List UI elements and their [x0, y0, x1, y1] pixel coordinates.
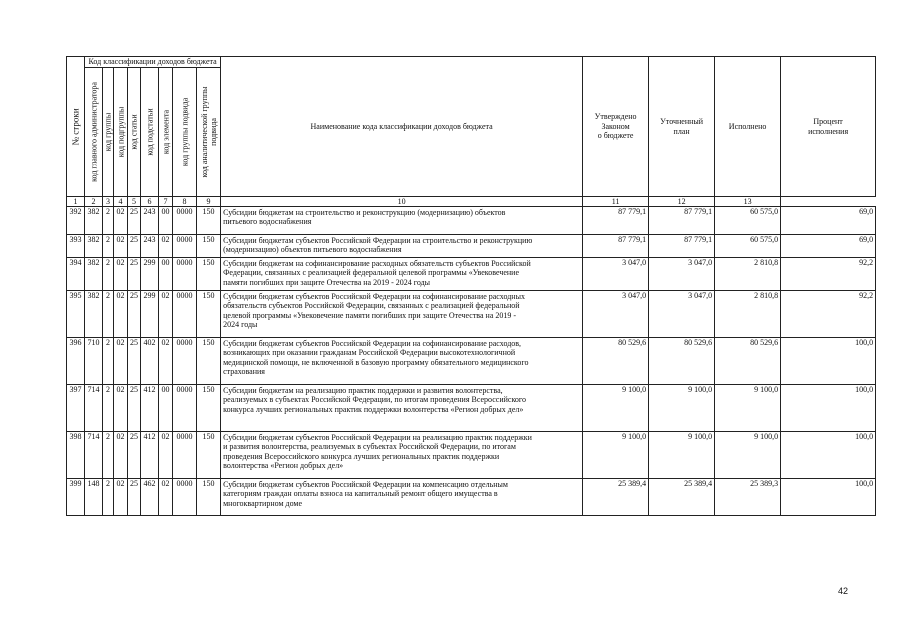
name-line: памяти погибших при защите Отечества на 2019 - 2024 годы	[223, 277, 431, 287]
analytic-group-cell: 150	[197, 291, 221, 338]
name-line: проведения Всероссийского конкурса лучших региональных практик поддержки	[223, 451, 500, 461]
subgroup-code-cell: 02	[114, 291, 128, 338]
analytic-group-cell: 150	[197, 338, 221, 385]
analytic-group-cell: 150	[197, 235, 221, 258]
subtype-group-cell: 0000	[173, 207, 197, 235]
analytic-group-cell: 150	[197, 479, 221, 516]
row-number-cell: 397	[67, 385, 85, 432]
refined-plan-cell: 9 100,0	[649, 432, 715, 479]
executed-cell: 80 529,6	[715, 338, 781, 385]
row-number-header: № строки	[67, 57, 85, 197]
refined-plan-cell: 87 779,1	[649, 207, 715, 235]
name-line: Субсидии бюджетам субъектов Российской Федерации на реализацию практик поддержки	[223, 433, 532, 442]
percent-cell: 100,0	[781, 479, 876, 516]
column-number: 12	[649, 197, 715, 207]
article-code-cell: 25	[128, 291, 141, 338]
name-line: 2024 годы	[223, 320, 258, 330]
element-code-cell: 02	[159, 235, 173, 258]
percent-cell: 92,2	[781, 291, 876, 338]
name-cell	[221, 258, 583, 291]
name-line: целевой программы «Увековечение памяти погибших при защите Отечества на 2019 -	[223, 310, 517, 320]
table-row	[67, 432, 876, 479]
table-row	[67, 338, 876, 385]
name-line: Субсидии бюджетам на реализацию практик поддержки и развития волонтерства,	[223, 386, 503, 395]
subarticle-code-cell: 299	[141, 291, 159, 338]
element-code-cell: 02	[159, 291, 173, 338]
element-code-cell: 00	[159, 207, 173, 235]
percent-cell: 92,2	[781, 258, 876, 291]
name-line: (модернизацию) объектов питьевого водоснабжения	[223, 245, 402, 255]
row-number-cell: 392	[67, 207, 85, 235]
subarticle-code-cell: 402	[141, 338, 159, 385]
subtype-group-cell: 0000	[173, 338, 197, 385]
subgroup-code-cell: 02	[114, 338, 128, 385]
subtype-group-cell: 0000	[173, 291, 197, 338]
subarticle-code-cell: 412	[141, 385, 159, 432]
column-number: 11	[583, 197, 649, 207]
name-line: Федерации, связанных с реализацией федеральной целевой программы «Увековечение	[223, 268, 519, 278]
approved-cell: 87 779,1	[583, 207, 649, 235]
article-code-cell: 25	[128, 338, 141, 385]
table-row	[67, 291, 876, 338]
approved-cell: 9 100,0	[583, 385, 649, 432]
name-line: Субсидии бюджетам субъектов Российской Федерации на компенсацию отдельным	[223, 480, 508, 489]
name-cell	[221, 385, 583, 432]
approved-cell: 80 529,6	[583, 338, 649, 385]
column-number: 13	[715, 197, 781, 207]
name-line: обязательств субъектов Российской Федерации, связанных с реализацией федеральной	[223, 301, 520, 311]
article-code-cell: 25	[128, 207, 141, 235]
column-number: 2	[85, 197, 103, 207]
subtype-group-cell: 0000	[173, 385, 197, 432]
name-line: Субсидии бюджетам субъектов Российской Федерации на строительство и реконструкцию	[223, 236, 533, 245]
column-number: 1	[67, 197, 85, 207]
admin-code-cell: 148	[85, 479, 103, 516]
subgroup-code-cell: 02	[114, 258, 128, 291]
element-code-cell: 02	[159, 432, 173, 479]
name-cell	[221, 432, 583, 479]
subtype-group-cell: 0000	[173, 235, 197, 258]
admin-code-cell: 714	[85, 432, 103, 479]
name-line: возникающих при оказании гражданам Российской Федерации высокотехнологичной	[223, 348, 516, 358]
name-line: волонтерства «Регион добрых дел»	[223, 461, 344, 471]
percent-cell: 100,0	[781, 432, 876, 479]
percent-header: Процент исполнения	[781, 57, 876, 197]
executed-cell: 25 389,3	[715, 479, 781, 516]
name-line: питьевого водоснабжения	[223, 217, 312, 227]
name-line: реализуемых в субъектах Российской Федерации, по итогам проведения Всероссийского	[223, 395, 527, 405]
column-number: 5	[128, 197, 141, 207]
subgroup-code-header: код подгруппы	[114, 68, 128, 197]
column-number: 10	[221, 197, 583, 207]
element-code-cell: 02	[159, 338, 173, 385]
approved-cell: 87 779,1	[583, 235, 649, 258]
approved-cell: 3 047,0	[583, 258, 649, 291]
element-code-header: код элемента	[159, 68, 173, 197]
name-line: многоквартирном доме	[223, 498, 303, 508]
name-cell	[221, 207, 583, 235]
refined-plan-cell: 87 779,1	[649, 235, 715, 258]
executed-cell: 60 575,0	[715, 235, 781, 258]
admin-code-cell: 382	[85, 291, 103, 338]
name-header: Наименование кода классификации доходов бюджета	[221, 57, 583, 197]
column-number-row	[67, 197, 876, 207]
subarticle-code-cell: 243	[141, 207, 159, 235]
analytic-group-cell: 150	[197, 258, 221, 291]
subtype-group-cell: 0000	[173, 479, 197, 516]
name-line: Субсидии бюджетам субъектов Российской Федерации на софинансирование расходных	[223, 292, 525, 301]
budget-revenue-report	[66, 56, 875, 516]
page-number: 42	[838, 586, 849, 596]
subgroup-code-cell: 02	[114, 479, 128, 516]
subarticle-code-cell: 243	[141, 235, 159, 258]
row-number-cell: 395	[67, 291, 85, 338]
name-cell	[221, 479, 583, 516]
row-number-cell: 394	[67, 258, 85, 291]
column-number: 4	[114, 197, 128, 207]
article-code-cell: 25	[128, 385, 141, 432]
group-code-cell: 2	[103, 479, 114, 516]
subgroup-code-cell: 02	[114, 432, 128, 479]
subarticle-code-header: код подстатьи	[141, 68, 159, 197]
column-number: 9	[197, 197, 221, 207]
analytic-group-cell: 150	[197, 432, 221, 479]
group-code-cell: 2	[103, 291, 114, 338]
revenue-classification-table	[66, 56, 876, 516]
approved-cell: 25 389,4	[583, 479, 649, 516]
table-row	[67, 479, 876, 516]
subtype-group-cell: 0000	[173, 258, 197, 291]
subarticle-code-cell: 462	[141, 479, 159, 516]
subgroup-code-cell: 02	[114, 235, 128, 258]
column-number: 3	[103, 197, 114, 207]
group-code-cell: 2	[103, 432, 114, 479]
element-code-cell: 02	[159, 479, 173, 516]
name-line: категориям граждан оплаты взноса на капитальный ремонт общего имущества в	[223, 489, 498, 499]
group-code-cell: 2	[103, 258, 114, 291]
percent-cell: 100,0	[781, 338, 876, 385]
group-code-header: код группы	[103, 68, 114, 197]
name-line: Субсидии бюджетам на строительство и реконструкцию (модернизацию) объектов	[223, 208, 506, 217]
approved-cell: 3 047,0	[583, 291, 649, 338]
admin-code-cell: 714	[85, 385, 103, 432]
executed-cell: 2 810,8	[715, 291, 781, 338]
subtype-group-cell: 0000	[173, 432, 197, 479]
executed-cell: 2 810,8	[715, 258, 781, 291]
subtype-group-header: код группы подвида	[173, 68, 197, 197]
row-number-cell: 393	[67, 235, 85, 258]
percent-cell: 69,0	[781, 207, 876, 235]
admin-code-cell: 382	[85, 235, 103, 258]
article-code-header: код статьи	[128, 68, 141, 197]
refined-plan-cell: 9 100,0	[649, 385, 715, 432]
table-row	[67, 385, 876, 432]
refined-plan-cell: 3 047,0	[649, 291, 715, 338]
group-code-cell: 2	[103, 235, 114, 258]
subgroup-code-cell: 02	[114, 385, 128, 432]
row-number-cell: 399	[67, 479, 85, 516]
subgroup-code-cell: 02	[114, 207, 128, 235]
column-number: 8	[173, 197, 197, 207]
refined-plan-cell: 3 047,0	[649, 258, 715, 291]
name-cell	[221, 291, 583, 338]
executed-header: Исполнено	[715, 57, 781, 197]
row-number-cell: 398	[67, 432, 85, 479]
refined-plan-cell: 25 389,4	[649, 479, 715, 516]
group-code-cell: 2	[103, 338, 114, 385]
refined-plan-cell: 80 529,6	[649, 338, 715, 385]
percent-cell: 69,0	[781, 235, 876, 258]
subarticle-code-cell: 299	[141, 258, 159, 291]
article-code-cell: 25	[128, 432, 141, 479]
approved-header: Утверждено Законом о бюджете	[583, 57, 649, 197]
name-line: страхования	[223, 367, 265, 377]
admin-code-cell: 710	[85, 338, 103, 385]
executed-cell: 60 575,0	[715, 207, 781, 235]
name-line: Субсидии бюджетам на софинансирование расходных обязательств субъектов Российской	[223, 259, 531, 268]
column-number: 7	[159, 197, 173, 207]
subarticle-code-cell: 412	[141, 432, 159, 479]
column-number: 6	[141, 197, 159, 207]
table-row	[67, 207, 876, 235]
name-cell	[221, 338, 583, 385]
approved-cell: 9 100,0	[583, 432, 649, 479]
refined-plan-header: Уточненный план	[649, 57, 715, 197]
element-code-cell: 00	[159, 258, 173, 291]
group-code-cell: 2	[103, 385, 114, 432]
name-line: конкурса лучших региональных практик поддержки волонтерства «Регион добрых дел»	[223, 404, 524, 414]
group-code-cell: 2	[103, 207, 114, 235]
row-number-cell: 396	[67, 338, 85, 385]
table-row	[67, 258, 876, 291]
analytic-group-header: код аналитической группы подвида	[197, 68, 221, 197]
executed-cell: 9 100,0	[715, 432, 781, 479]
analytic-group-cell: 150	[197, 385, 221, 432]
percent-cell: 100,0	[781, 385, 876, 432]
name-line: медицинской помощи, не включенной в базовую программу обязательного медицинского	[223, 357, 529, 367]
name-cell	[221, 235, 583, 258]
admin-code-cell: 382	[85, 207, 103, 235]
element-code-cell: 00	[159, 385, 173, 432]
article-code-cell: 25	[128, 479, 141, 516]
article-code-cell: 25	[128, 235, 141, 258]
executed-cell: 9 100,0	[715, 385, 781, 432]
article-code-cell: 25	[128, 258, 141, 291]
name-line: и развития волонтерства, реализуемых в субъектах Российской Федерации, по итогам	[223, 442, 516, 452]
table-row	[67, 235, 876, 258]
admin-code-header: код главного администратора	[85, 68, 103, 197]
name-line: Субсидии бюджетам субъектов Российской Федерации на софинансирование расходов,	[223, 339, 522, 348]
analytic-group-cell: 150	[197, 207, 221, 235]
admin-code-cell: 382	[85, 258, 103, 291]
classification-group-header: Код классификации доходов бюджета	[85, 57, 221, 68]
